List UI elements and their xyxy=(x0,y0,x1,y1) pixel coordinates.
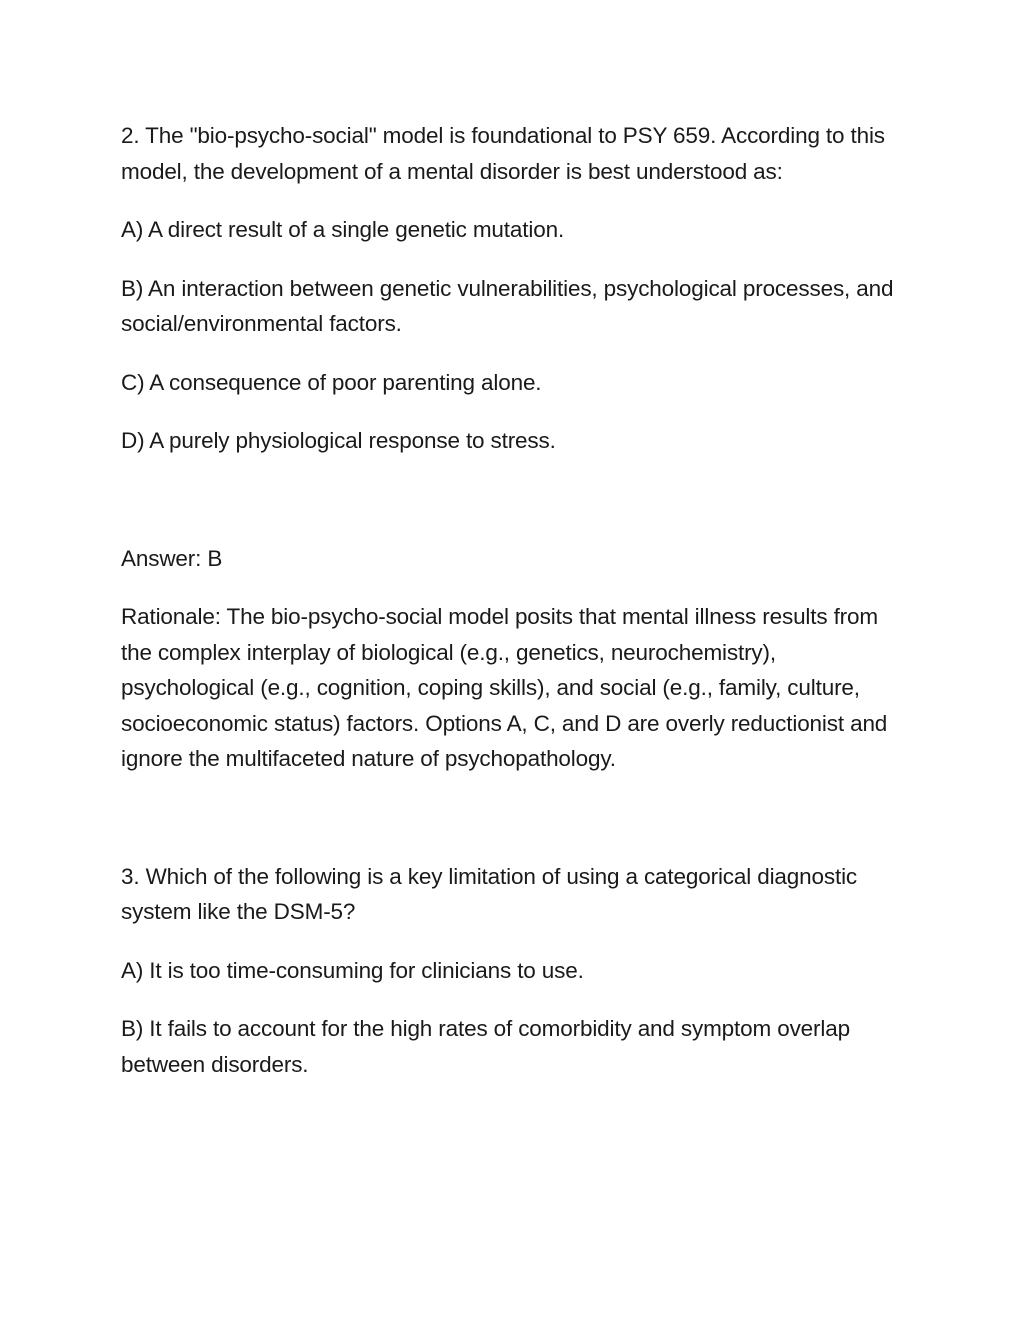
document-page xyxy=(121,118,911,1082)
question-2-option-c: C) A consequence of poor parenting alone. xyxy=(121,369,542,395)
question-2-option-a: A) A direct result of a single genetic mutation. xyxy=(121,217,565,242)
question-3-option-b: B) It fails to account for the high rates of comorbidity and symptom overlap between disorders. xyxy=(121,1016,850,1077)
question-3-stem: 3. Which of the following is a key limitation of using a categorical diagnostic system like the DSM-5? xyxy=(121,863,858,924)
question-2-option-d: D) A purely physiological response to stress. xyxy=(121,428,556,453)
question-2-answer: Answer: B xyxy=(121,545,223,571)
question-2-option-b: B) An interaction between genetic vulnerabilities, psychological processes, and social/environmental factors. xyxy=(121,275,894,336)
question-2-rationale: Rationale: The bio-psycho-social model posits that mental illness results from the complex interplay of biological (e.g., genetics, neurochemistry), psychological (e.g., cognition, coping skills), and social (e.g., family, culture, socioeconomic status) factors. Options A, C, and D are overly reductionist and ignore the multifaceted nature of psychopathology. xyxy=(121,604,888,771)
question-3-option-a: A) It is too time-consuming for clinicians to use. xyxy=(121,957,584,983)
question-2-stem: 2. The "bio-psycho-social" model is foundational to PSY 659. According to this model, the development of a mental disorder is best understood as: xyxy=(121,123,885,184)
